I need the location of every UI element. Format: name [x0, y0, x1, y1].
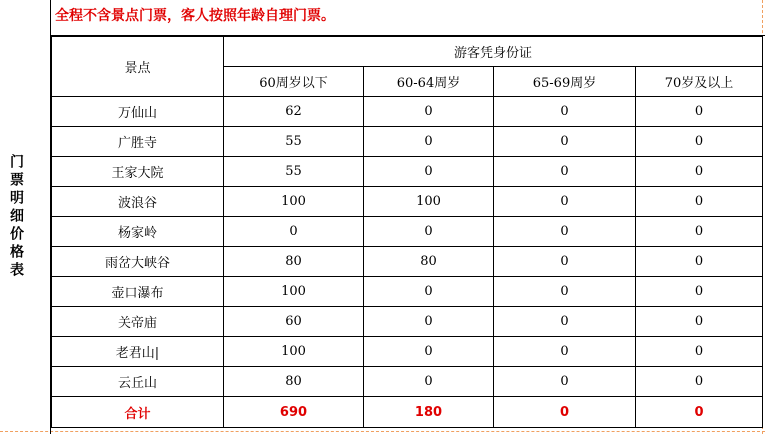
ticket-price-cell: 0	[636, 337, 763, 367]
ticket-price-cell: 0	[636, 187, 763, 217]
total-cell: 0	[494, 397, 636, 428]
ticket-price-cell: 100	[364, 187, 494, 217]
scenic-name: 关帝庙	[52, 307, 224, 337]
scenic-name: 王家大院	[52, 157, 224, 187]
table-row	[52, 337, 763, 367]
id-group-header: 游客凭身份证	[224, 37, 763, 67]
scenic-name: 广胜寺	[52, 127, 224, 157]
ticket-price-cell: 0	[494, 277, 636, 307]
ticket-price-cell: 0	[636, 157, 763, 187]
ticket-price-cell: 100	[224, 337, 364, 367]
ticket-price-cell: 0	[364, 127, 494, 157]
scenic-name: 波浪谷	[52, 187, 224, 217]
ticket-price-cell: 0	[364, 367, 494, 397]
total-label: 合计	[52, 397, 224, 428]
scenic-name: 万仙山	[52, 97, 224, 127]
age-col-header: 65-69周岁	[494, 67, 636, 97]
ticket-price-cell: 0	[494, 157, 636, 187]
scenic-name: 壶口瀑布	[52, 277, 224, 307]
total-cell: 180	[364, 397, 494, 428]
ticket-notice: 全程不含景点门票，客人按照年龄自理门票。	[51, 0, 765, 36]
ticket-price-cell: 62	[224, 97, 364, 127]
side-title: 门票明细价格表	[8, 154, 24, 280]
ticket-price-cell: 80	[224, 247, 364, 277]
ticket-price-cell: 80	[364, 247, 494, 277]
total-row	[52, 397, 763, 428]
ticket-price-cell: 0	[224, 217, 364, 247]
table-row	[52, 367, 763, 397]
ticket-price-cell: 0	[636, 307, 763, 337]
age-col-header: 70岁及以上	[636, 67, 763, 97]
age-col-header: 60-64周岁	[364, 67, 494, 97]
ticket-price-cell: 100	[224, 187, 364, 217]
table-row	[52, 127, 763, 157]
table-row	[52, 157, 763, 187]
ticket-price-cell: 0	[494, 127, 636, 157]
ticket-price-cell: 0	[364, 337, 494, 367]
table-row	[52, 187, 763, 217]
table-row	[52, 307, 763, 337]
ticket-price-cell: 0	[636, 217, 763, 247]
scenic-name: 杨家岭	[52, 217, 224, 247]
ticket-price-cell: 100	[224, 277, 364, 307]
ticket-price-cell: 0	[364, 97, 494, 127]
ticket-price-cell: 0	[636, 277, 763, 307]
ticket-price-cell: 55	[224, 157, 364, 187]
side-title-column	[0, 0, 51, 434]
ticket-price-cell: 0	[636, 97, 763, 127]
ticket-price-cell: 0	[494, 367, 636, 397]
scenic-header: 景点	[52, 37, 224, 97]
ticket-price-cell: 55	[224, 127, 364, 157]
ticket-price-cell: 0	[364, 157, 494, 187]
ticket-price-table	[51, 36, 763, 428]
ticket-price-cell: 0	[494, 187, 636, 217]
ticket-price-cell: 80	[224, 367, 364, 397]
ticket-price-cell: 0	[494, 337, 636, 367]
table-row	[52, 277, 763, 307]
ticket-price-cell: 0	[494, 97, 636, 127]
page-guide-bottom	[0, 431, 765, 432]
table-row	[52, 97, 763, 127]
ticket-price-cell: 0	[364, 217, 494, 247]
table-row	[52, 217, 763, 247]
ticket-price-cell: 60	[224, 307, 364, 337]
table-body	[52, 97, 763, 428]
ticket-price-cell: 0	[636, 247, 763, 277]
scenic-name: 老君山|	[52, 337, 224, 367]
scenic-name: 雨岔大峡谷	[52, 247, 224, 277]
table-row	[52, 247, 763, 277]
ticket-price-cell: 0	[494, 217, 636, 247]
ticket-price-cell: 0	[636, 367, 763, 397]
ticket-price-cell: 0	[364, 277, 494, 307]
ticket-price-cell: 0	[636, 127, 763, 157]
age-col-header: 60周岁以下	[224, 67, 364, 97]
ticket-price-cell: 0	[494, 307, 636, 337]
ticket-price-cell: 0	[494, 247, 636, 277]
total-cell: 0	[636, 397, 763, 428]
scenic-name: 云丘山	[52, 367, 224, 397]
total-cell: 690	[224, 397, 364, 428]
ticket-price-cell: 0	[364, 307, 494, 337]
